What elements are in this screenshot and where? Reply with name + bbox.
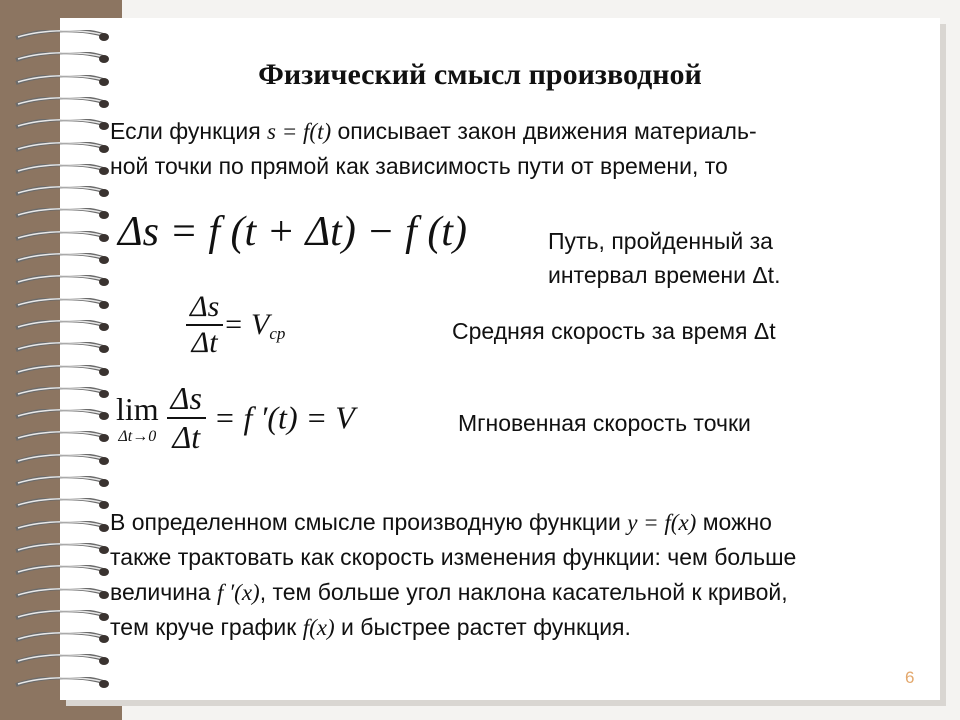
conclusion-line4-end: и быстрее растет функция.: [334, 614, 631, 640]
conclusion-line3-end: , тем больше угол наклона касательной к кривой,: [259, 579, 788, 605]
spiral-ring: [14, 275, 110, 289]
inst-fraction: [167, 380, 206, 456]
spiral-ring: [14, 654, 110, 668]
inst-numerator: Δs: [167, 380, 206, 419]
conclusion-derivative: f ′(x): [216, 580, 260, 605]
spiral-ring: [14, 565, 110, 579]
limit-block: [116, 391, 159, 446]
label-path: [548, 224, 780, 292]
spiral-ring: [14, 543, 110, 557]
spiral-ring: [14, 119, 110, 133]
intro-line1-start: Если функция: [110, 118, 268, 144]
spiral-ring: [14, 186, 110, 200]
inst-denominator: Δt: [172, 419, 201, 455]
formula-average-speed: [186, 290, 285, 360]
spiral-ring: [14, 610, 110, 624]
spiral-ring: [14, 588, 110, 602]
spiral-ring: [14, 431, 110, 445]
limit-subscript: Δt→0: [118, 427, 157, 445]
slide-title: Физический смысл производной: [258, 58, 702, 91]
label-average-speed: Средняя скорость за время Δt: [452, 318, 776, 344]
spiral-ring: [14, 253, 110, 267]
conclusion-function-y: y = f(x): [627, 510, 697, 535]
label-path-line1: Путь, пройденный за: [548, 228, 773, 254]
intro-function: s = f(t): [267, 119, 332, 144]
spiral-ring: [14, 476, 110, 490]
spiral-ring: [14, 498, 110, 512]
conclusion-line1-end: можно: [696, 509, 772, 535]
conclusion-function-f: f(x): [302, 615, 335, 640]
spiral-ring: [14, 409, 110, 423]
spiral-ring: [14, 342, 110, 356]
intro-line2: ной точки по прямой как зависимость пути от времени, то: [110, 153, 728, 179]
intro-line1-end: описывает закон движения материаль-: [331, 118, 757, 144]
formula-instant-speed: [116, 380, 355, 456]
spiral-ring: [14, 677, 110, 691]
conclusion-line4-start: тем круче график: [110, 614, 303, 640]
spiral-ring: [14, 30, 110, 44]
avg-denominator: Δt: [191, 326, 218, 359]
spiral-ring: [14, 231, 110, 245]
spiral-ring: [14, 142, 110, 156]
conclusion-line3-start: величина: [110, 579, 217, 605]
spiral-ring: [14, 454, 110, 468]
intro-paragraph: [110, 114, 940, 183]
avg-numerator: Δs: [186, 290, 223, 326]
avg-rhs: = V: [223, 308, 270, 341]
spiral-ring: [14, 521, 110, 535]
page-number: 6: [905, 668, 915, 687]
avg-fraction: [186, 290, 223, 360]
conclusion-line1-start: В определенном смысле производную функции: [110, 509, 628, 535]
limit-word: lim: [116, 390, 159, 427]
spiral-ring: [14, 632, 110, 646]
inst-rhs: = f ′(t) = V: [213, 399, 355, 436]
conclusion-paragraph: [110, 505, 940, 645]
conclusion-line2: также трактовать как скорость изменения функции: чем больше: [110, 544, 797, 570]
label-path-line2: интервал времени Δt.: [548, 262, 781, 288]
spiral-ring: [14, 164, 110, 178]
spiral-ring: [14, 298, 110, 312]
label-instant-speed: Мгновенная скорость точки: [458, 410, 751, 436]
spiral-ring: [14, 320, 110, 334]
formula-delta-s: Δs = f (t + Δt) − f (t): [118, 209, 467, 255]
spiral-ring: [14, 365, 110, 379]
avg-subscript: ср: [269, 323, 286, 343]
spiral-ring: [14, 208, 110, 222]
spiral-ring: [14, 97, 110, 111]
spiral-ring: [14, 387, 110, 401]
